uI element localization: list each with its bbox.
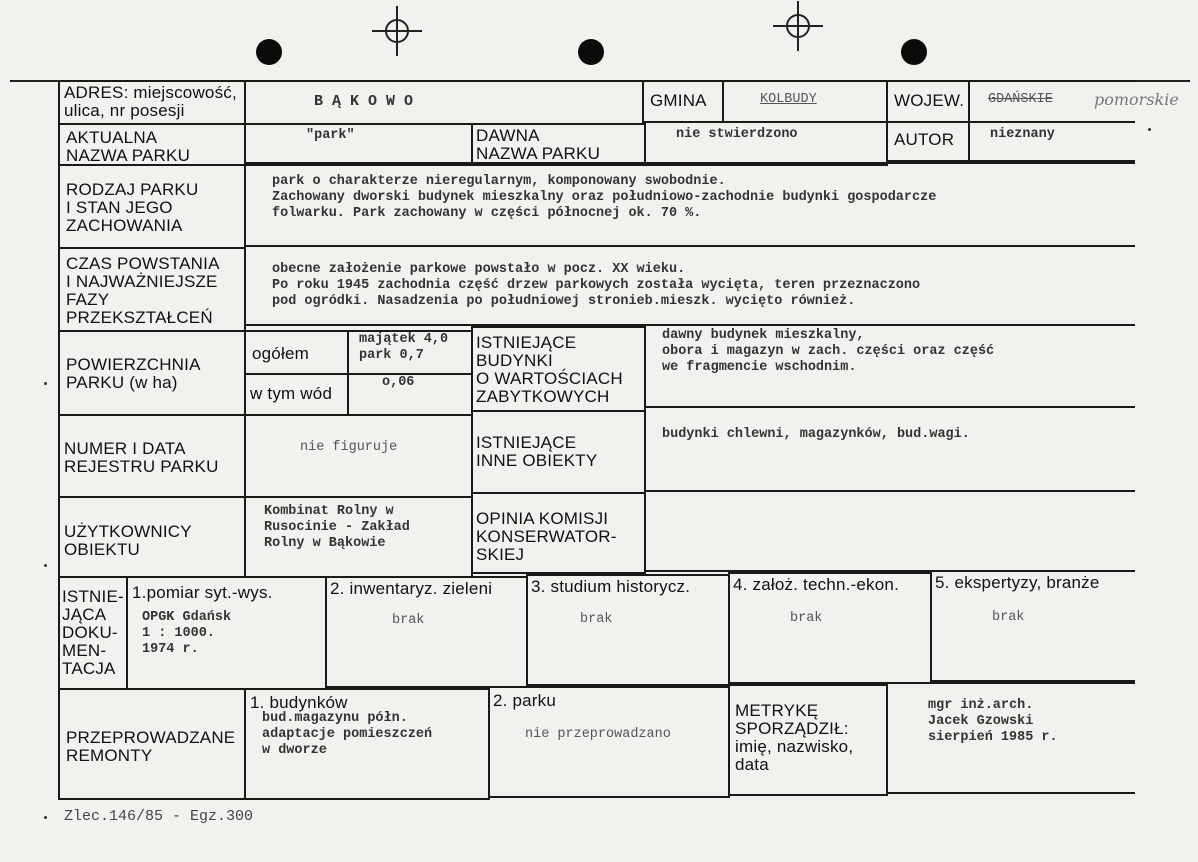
gmina-value: KOLBUDY [760,92,817,107]
users-value: Kombinat Rolny w Rusocinie - Zakład Rolny w Bąkowie [264,504,410,551]
speck [1148,128,1151,131]
repairs-buildings-label: 1. budynków [250,693,348,712]
area-water-value: o,06 [382,375,415,390]
record-label: METRYKĘ SPORZĄDZIŁ: imię, nazwisko, data [735,701,854,774]
repairs-label: PRZEPROWADZANE REMONTY [66,728,236,765]
current-name-value-cell [244,123,473,166]
documentation-col-3-value: brak [580,612,613,627]
print-order-footer: Zlec.146/85 - Egz.300 [64,808,254,825]
wojew-value: GDAŃSKIE [988,92,1053,107]
origin-value: obecne założenie parkowe powstało w pocz. XX wieku. Po roku 1945 zachodnia część drzew parkowych została wycięta, teren przeznaczono pod ogródki. Nasadzenia po południowej stronieb.mieszk. wycięto również. [272,262,921,309]
other-objects-label: ISTNIEJĄCE INNE OBIEKTY [476,433,598,470]
author-value: nieznany [990,127,1055,142]
speck [44,816,47,819]
register-value-cell [244,414,473,498]
area-label: POWIERZCHNIA PARKU (w ha) [66,355,201,392]
documentation-col-1-label: 1.pomiar syt.-wys. [132,583,273,602]
current-name-value: "park" [306,128,355,143]
area-total-value: majątek 4,0 park 0,7 [359,332,449,363]
crosshair-mark-icon [781,9,815,43]
repairs-park-value: nie przeprowadzano [525,727,671,742]
documentation-col-4-label: 4. założ. techn.-ekon. [733,575,899,594]
documentation-col-3-label: 3. studium historycz. [531,577,691,596]
area-total-value-cell [347,330,473,375]
documentation-col-1-value: OPGK Gdańsk 1 : 1000. 1974 r. [142,610,232,657]
punch-hole [578,39,604,65]
other-objects-value-cell [644,406,1135,492]
area-water-label: w tym wód [250,384,333,403]
register-label: NUMER I DATA REJESTRU PARKU [64,439,219,476]
documentation-col-5-value: brak [992,610,1025,625]
wojew-label: WOJEW. [894,91,965,110]
repairs-park-label: 2. parku [493,691,557,710]
historic-buildings-value: dawny budynek mieszkalny, obora i magazyn w zach. części oraz część we fragmencie wschodnim. [662,328,995,375]
address-label: ADRES: miejscowość, ulica, nr posesji [64,83,237,120]
speck [44,382,47,385]
repairs-buildings-value: bud.magazynu półn. adaptacje pomieszczeń w dworze [262,711,433,758]
historic-buildings-label: ISTNIEJĄCE BUDYNKI O WARTOŚCIACH ZABYTKOWYCH [476,333,623,406]
other-objects-value: budynki chlewni, magazynków, bud.wagi. [662,427,970,442]
punch-hole [901,39,927,65]
origin-label: CZAS POWSTANIA I NAJWAŻNIEJSZE FAZY PRZEKSZTAŁCEŃ [66,254,220,327]
area-total-label: ogółem [252,344,309,363]
speck [44,564,47,567]
record-value: mgr inż.arch. Jacek Gzowski sierpień 1985 r. [928,698,1058,745]
park-type-label: RODZAJ PARKU I STAN JEGO ZACHOWANIA [66,180,199,235]
former-name-label: DAWNA NAZWA PARKU [476,126,601,163]
documentation-col-5-label: 5. ekspertyzy, branże [935,573,1100,592]
address-value: B Ą K O W O [314,93,414,110]
former-name-value: nie stwierdzono [676,127,798,142]
crosshair-mark-icon [380,14,414,48]
documentation-col-4-value: brak [790,611,823,626]
commission-label: OPINIA KOMISJI KONSERWATOR- SKIEJ [476,509,617,564]
author-label: AUTOR [894,130,955,149]
documentation-col-2-label: 2. inwentaryz. zieleni [330,579,493,598]
gmina-label: GMINA [650,91,707,110]
users-label: UŻYTKOWNICY OBIEKTU [64,522,192,559]
register-value: nie figuruje [300,440,398,455]
address-value-cell [244,80,644,125]
punch-hole [256,39,282,65]
current-name-label: AKTUALNA NAZWA PARKU [66,128,191,165]
documentation-label: ISTNIE- JĄCA DOKU- MEN- TACJA [62,587,124,678]
park-type-value: park o charakterze nieregularnym, komponowany swobodnie. Zachowany dworski budynek mieszkalny oraz południowo-zachodnie budynki gospodarcze folwarku. Park zachowany w części północnej ok. 70 %. [272,174,937,221]
documentation-col-2-value: brak [392,613,425,628]
wojew-handwritten-note: pomorskie [1094,90,1179,109]
commission-value-cell [644,490,1135,572]
